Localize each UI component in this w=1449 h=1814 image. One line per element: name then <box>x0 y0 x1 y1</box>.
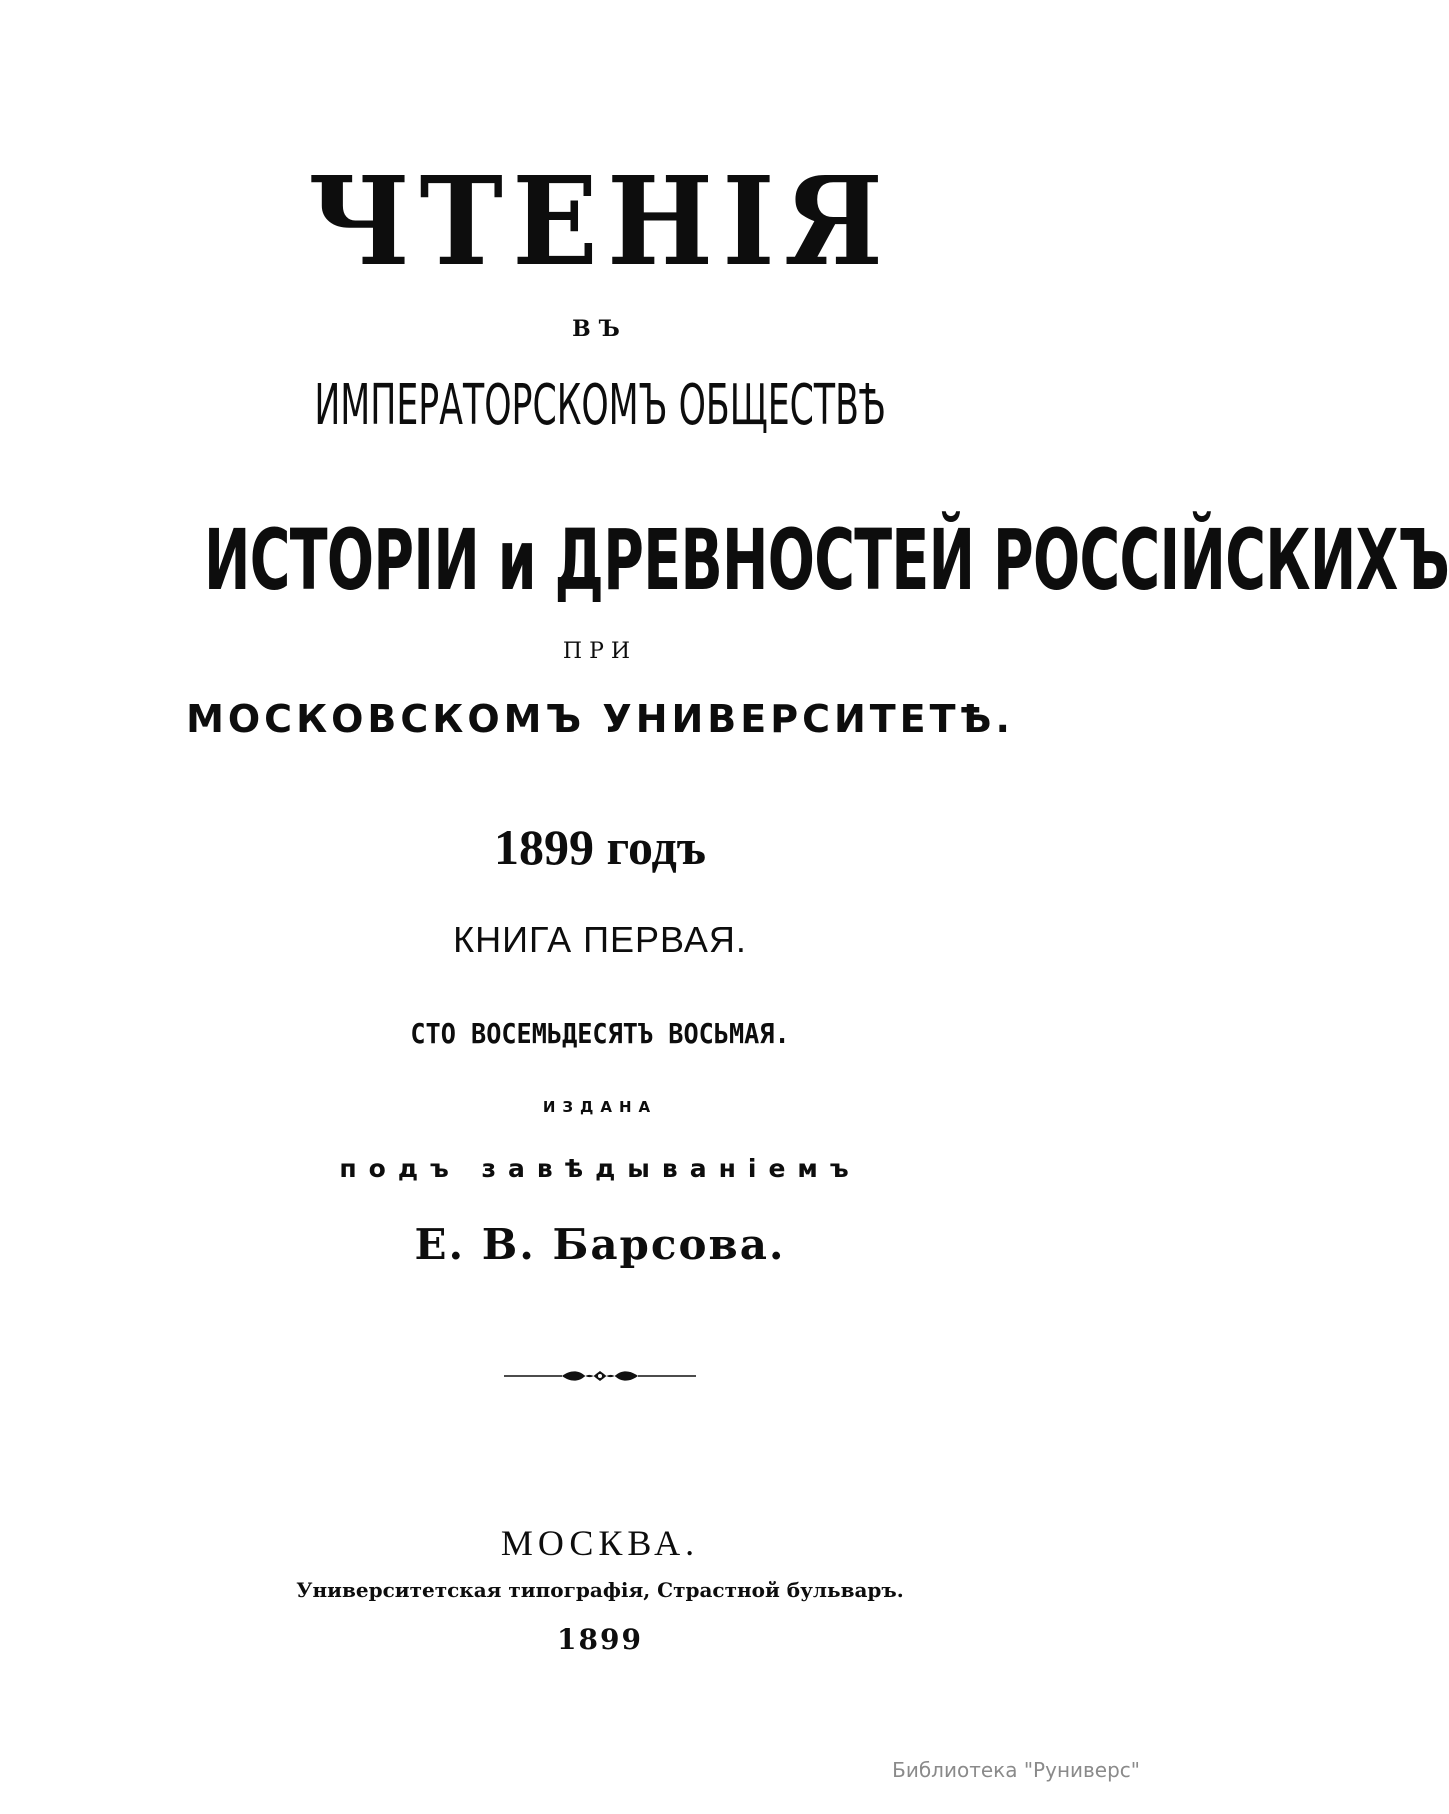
published-label: ИЗДАНА <box>542 1098 658 1116</box>
imprint-year: 1899 <box>557 1623 643 1656</box>
society-line: ИМПЕРАТОРСКОМЪ ОБЩЕСТВѢ <box>314 373 886 438</box>
imprint-city: МОСКВА. <box>500 1523 700 1563</box>
book-line: КНИГА ПЕРВАЯ. <box>453 919 747 960</box>
preposition-line: ВЪ <box>572 316 628 342</box>
editor-name: Е. В. Барсова. <box>414 1220 786 1269</box>
volume-year: 1899 годъ <box>494 819 706 875</box>
ornament-divider-icon <box>500 1366 700 1386</box>
main-title: ЧТЕНІЯ <box>307 149 893 293</box>
imprint-printer: Университетская типографія, Страстной бульваръ. <box>296 1578 904 1602</box>
under-editorship-line: подъ завѣдываніемъ <box>339 1154 861 1183</box>
book-number-line: СТО ВОСЕМЬДЕСЯТЪ ВОСЬМАЯ. <box>410 1017 790 1050</box>
library-watermark: Библиотека "Руниверс" <box>892 1758 1140 1782</box>
pri-line: ПРИ <box>562 639 638 664</box>
university-line: МОСКОВСКОМЪ УНИВЕРСИТЕТѢ. <box>186 697 1014 741</box>
subject-line: ИСТОРІИ и ДРЕВНОСТЕЙ РОССІЙСКИХЪ <box>203 511 1449 609</box>
